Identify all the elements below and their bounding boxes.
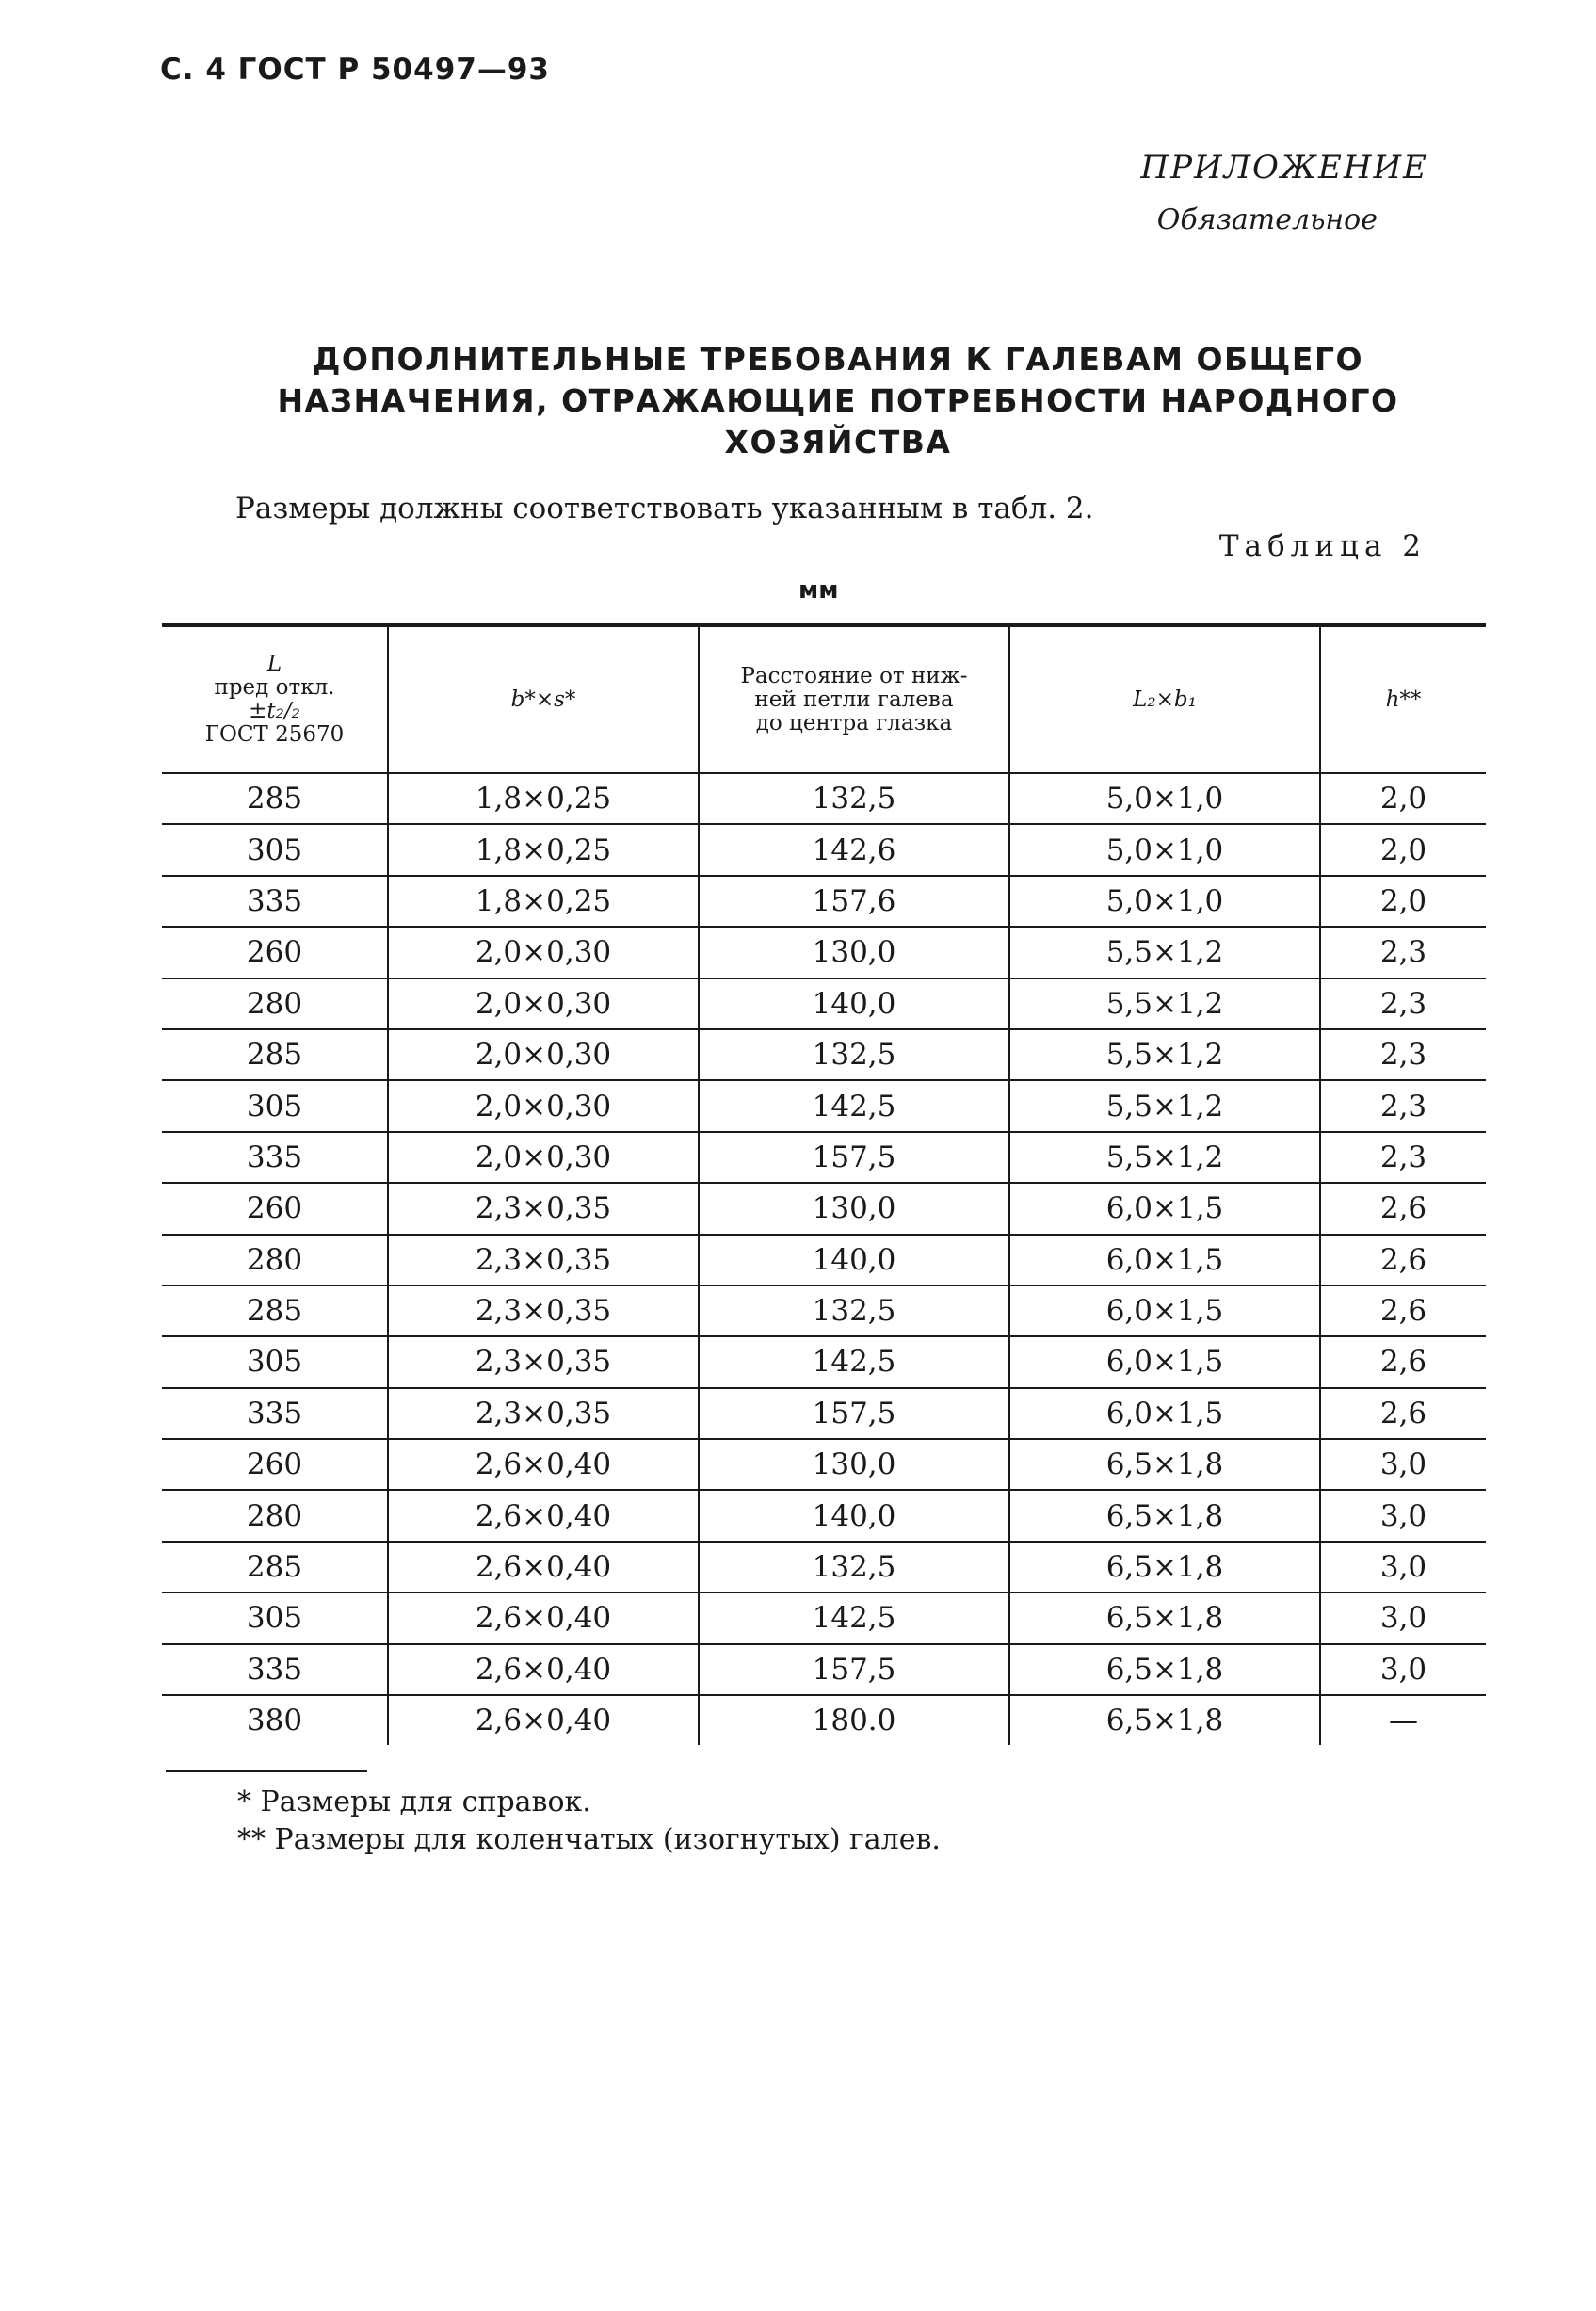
table-row — [162, 927, 1486, 978]
table-cell: 2,6 — [1320, 1235, 1486, 1285]
table-cell: 1,8×0,25 — [388, 773, 699, 824]
table-cell: 305 — [162, 1080, 388, 1131]
header-line: до центра глазка — [755, 710, 953, 735]
table-cell: 285 — [162, 1029, 388, 1080]
table-cell: 6,5×1,8 — [1009, 1490, 1320, 1541]
table-row — [162, 1592, 1486, 1643]
table-cell: 157,5 — [699, 1132, 1009, 1183]
table-cell: 6,5×1,8 — [1009, 1542, 1320, 1592]
column-header-distance — [699, 626, 1009, 773]
table-cell: 6,5×1,8 — [1009, 1592, 1320, 1643]
table-cell: 180.0 — [699, 1695, 1009, 1745]
table-cell: 2,3 — [1320, 978, 1486, 1029]
table-cell: 5,0×1,0 — [1009, 773, 1320, 824]
table-cell: 2,3 — [1320, 1080, 1486, 1131]
header-line: пред откл. — [214, 675, 335, 700]
units-label: мм — [798, 576, 839, 605]
table-cell: 5,5×1,2 — [1009, 927, 1320, 978]
table-cell: 3,0 — [1320, 1490, 1486, 1541]
table-cell: 2,6×0,40 — [388, 1644, 699, 1695]
table-cell: 132,5 — [699, 1542, 1009, 1592]
table-cell: 140,0 — [699, 1490, 1009, 1541]
table-cell: 5,5×1,2 — [1009, 1029, 1320, 1080]
table-row — [162, 1542, 1486, 1592]
header-line: b*×s* — [510, 687, 576, 712]
header-line: L — [266, 652, 282, 676]
table-cell: 380 — [246, 1704, 303, 1738]
dimensions-table — [162, 625, 1486, 1745]
table-cell: 260 — [162, 1183, 388, 1234]
table-row — [162, 1388, 1486, 1439]
table-cell: 2,0×0,30 — [388, 1029, 699, 1080]
table-cell: 6,5×1,8 — [1009, 1644, 1320, 1695]
footnote: ** Размеры для коленчатых (изогнутых) галев. — [237, 1823, 941, 1856]
document-title — [235, 339, 1441, 463]
table-cell: 280 — [162, 978, 388, 1029]
table-cell: 2,0×0,30 — [388, 927, 699, 978]
table-cell: 157,6 — [699, 876, 1009, 927]
footnote-separator — [166, 1770, 367, 1772]
table-cell: 260 — [162, 927, 388, 978]
table-cell: 2,0×0,30 — [388, 1080, 699, 1131]
table-cell: 3,0 — [1320, 1644, 1486, 1695]
header-line: h** — [1385, 687, 1422, 712]
table-cell: 142,5 — [699, 1336, 1009, 1387]
table-cell: 2,6×0,40 — [388, 1542, 699, 1592]
table-cell: 132,5 — [699, 773, 1009, 824]
table-row — [162, 1695, 1486, 1745]
table-cell: 132,5 — [699, 1029, 1009, 1080]
table-row — [162, 1080, 1486, 1131]
table-cell: 130,0 — [699, 927, 1009, 978]
table-row — [162, 1490, 1486, 1541]
table-row — [162, 1235, 1486, 1285]
table-cell: 2,0×0,30 — [388, 1132, 699, 1183]
table-cell: 142,5 — [699, 1080, 1009, 1131]
column-header-length — [162, 626, 388, 773]
table-cell: 2,6 — [1320, 1285, 1486, 1336]
table-cell: 157,5 — [699, 1388, 1009, 1439]
table-cell: 130,0 — [699, 1439, 1009, 1490]
table-cell: 140,0 — [699, 1235, 1009, 1285]
table-cell: 305 — [162, 1592, 388, 1643]
table-body — [162, 773, 1486, 1745]
table-cell: 3,0 — [1320, 1439, 1486, 1490]
table-cell: 2,3×0,35 — [388, 1388, 699, 1439]
table-row — [162, 1183, 1486, 1234]
table-cell: 3,0 — [1320, 1592, 1486, 1643]
table-cell: 335 — [162, 1644, 388, 1695]
table-cell: 2,3×0,35 — [388, 1235, 699, 1285]
table-top-rule — [162, 623, 1486, 625]
table-cell: 2,3 — [1320, 1132, 1486, 1183]
table-cell: 6,0×1,5 — [1009, 1235, 1320, 1285]
table-cell: 130,0 — [699, 1183, 1009, 1234]
table-cell: 2,6×0,40 — [388, 1592, 699, 1643]
footnotes — [237, 1784, 941, 1859]
appendix-subtitle: Обязательное — [1156, 203, 1378, 236]
table-cell: 140,0 — [699, 978, 1009, 1029]
table-cell: 2,3×0,35 — [388, 1183, 699, 1234]
table-cell: 280 — [162, 1490, 388, 1541]
table-cell: 2,0×0,30 — [388, 978, 699, 1029]
table-cell: 305 — [162, 1336, 388, 1387]
table-cell: 142,6 — [699, 824, 1009, 875]
table-cell: 1,8×0,25 — [388, 876, 699, 927]
header-line: ней петли галева — [754, 687, 954, 712]
table-cell: 285 — [162, 773, 388, 824]
title-line: НАЗНАЧЕНИЯ, ОТРАЖАЮЩИЕ ПОТРЕБНОСТИ НАРОДНОГО — [277, 382, 1399, 419]
table-row — [162, 1285, 1486, 1336]
header-line: Расстояние от ниж- — [740, 663, 968, 688]
table-cell: 2,3×0,35 — [388, 1285, 699, 1336]
table-row — [162, 978, 1486, 1029]
intro-text: Размеры должны соответствовать указанным в табл. 2. — [235, 492, 1094, 525]
table-cell: 6,0×1,5 — [1009, 1285, 1320, 1336]
table-cell: 2,0 — [1320, 824, 1486, 875]
header-line: ±t₂/₂ — [249, 699, 300, 723]
table-cell: 6,0×1,5 — [1009, 1336, 1320, 1387]
column-header-h — [1320, 626, 1486, 773]
table-cell: 2,6 — [1320, 1336, 1486, 1387]
table-cell: 2,6×0,40 — [388, 1695, 699, 1745]
table-cell: 6,5×1,8 — [1009, 1439, 1320, 1490]
table-row — [162, 876, 1486, 927]
table-cell: 6,0×1,5 — [1009, 1388, 1320, 1439]
page-header: С. 4 ГОСТ Р 50497—93 — [160, 53, 550, 87]
table-cell: 335 — [162, 876, 388, 927]
header-line: L₂×b₁ — [1133, 687, 1197, 712]
table-cell: 5,5×1,2 — [1009, 1080, 1320, 1131]
table-cell: 5,5×1,2 — [1009, 1132, 1320, 1183]
appendix-label: ПРИЛОЖЕНИЕ — [1140, 149, 1428, 186]
table-cell: 260 — [162, 1439, 388, 1490]
table-label: Таблица 2 — [1218, 529, 1427, 563]
table-row — [162, 1644, 1486, 1695]
table-row — [162, 773, 1486, 824]
title-line: ХОЗЯЙСТВА — [724, 424, 952, 461]
table-cell: 2,6×0,40 — [388, 1490, 699, 1541]
title-line: ДОПОЛНИТЕЛЬНЫЕ ТРЕБОВАНИЯ К ГАЛЕВАМ ОБЩЕГО — [312, 341, 1364, 378]
table-row — [162, 1336, 1486, 1387]
table-cell: 2,3 — [1320, 1029, 1486, 1080]
table-cell: 305 — [162, 824, 388, 875]
table-cell: — — [1320, 1695, 1486, 1745]
column-header-b-s — [388, 626, 699, 773]
table-cell: 285 — [162, 1285, 388, 1336]
table-cell: 6,5×1,8 — [1009, 1695, 1320, 1745]
table-cell: 2,6 — [1320, 1183, 1486, 1234]
header-line: ГОСТ 25670 — [204, 722, 345, 747]
table-row — [162, 1029, 1486, 1080]
table-cell: 1,8×0,25 — [388, 824, 699, 875]
table-cell: 5,5×1,2 — [1009, 978, 1320, 1029]
table-cell: 157,5 — [699, 1644, 1009, 1695]
table-cell: 335 — [162, 1132, 388, 1183]
table-cell: 285 — [162, 1542, 388, 1592]
table-cell: 142,5 — [699, 1592, 1009, 1643]
table-row — [162, 824, 1486, 875]
column-header-l2-b1 — [1009, 626, 1320, 773]
table-cell: 6,0×1,5 — [1009, 1183, 1320, 1234]
table-cell: 335 — [162, 1388, 388, 1439]
table-header-row — [162, 626, 1486, 773]
table-cell: 2,3×0,35 — [388, 1336, 699, 1387]
table-cell: 5,0×1,0 — [1009, 824, 1320, 875]
table-cell: 5,0×1,0 — [1009, 876, 1320, 927]
table-row — [162, 1132, 1486, 1183]
table-row — [162, 1439, 1486, 1490]
table-cell: 2,6 — [1320, 1388, 1486, 1439]
table-cell: 2,0 — [1320, 773, 1486, 824]
table-cell: 2,3 — [1320, 927, 1486, 978]
table-cell: 3,0 — [1320, 1542, 1486, 1592]
table-cell: 2,0 — [1320, 876, 1486, 927]
table-cell: 2,6×0,40 — [388, 1439, 699, 1490]
table-cell: 280 — [162, 1235, 388, 1285]
footnote: * Размеры для справок. — [237, 1786, 591, 1818]
table-cell: 132,5 — [699, 1285, 1009, 1336]
